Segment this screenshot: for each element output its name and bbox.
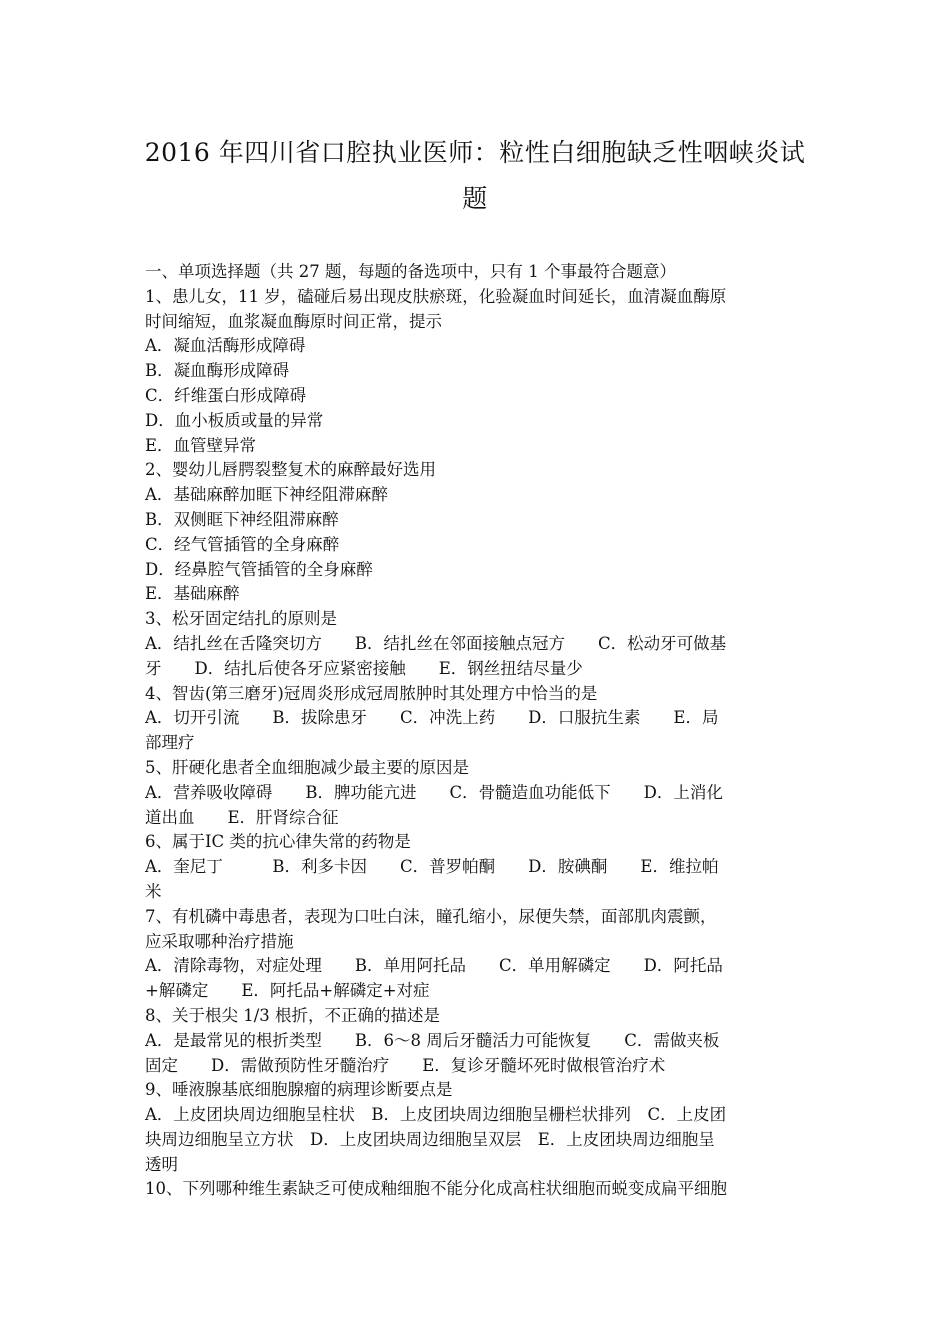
- option-line: B．凝血酶形成障碍: [145, 361, 290, 381]
- option-line: B．双侧眶下神经阻滞麻醉: [145, 509, 339, 529]
- question-4: 4、智齿(第三磨牙)冠周炎形成冠周脓肿时其处理方中恰当的是: [145, 683, 598, 703]
- option-line: A．是最常见的根折类型 B．6～8 周后牙髓活力可能恢复 C．需做夹板: [145, 1030, 720, 1050]
- option-line: A．基础麻醉加眶下神经阻滞麻醉: [145, 485, 388, 505]
- option-line: A．凝血活酶形成障碍: [145, 336, 306, 356]
- option-line: A．清除毒物，对症处理 B．单用阿托品 C．单用解磷定 D．阿托品: [145, 956, 723, 976]
- option-line: 米: [145, 881, 162, 901]
- title-line-2: 题: [462, 184, 488, 213]
- question-7-line-1: 7、有机磷中毒患者，表现为口吐白沫，瞳孔缩小，尿便失禁，面部肌肉震颤，: [145, 906, 717, 926]
- question-10: 10、下列哪种维生素缺乏可使成釉细胞不能分化成高柱状细胞而蜕变成扁平细胞: [145, 1179, 727, 1199]
- question-9: 9、唾液腺基底细胞腺瘤的病理诊断要点是: [145, 1080, 453, 1100]
- question-3: 3、松牙固定结扎的原则是: [145, 609, 337, 629]
- question-5: 5、肝硬化患者全血细胞减少最主要的原因是: [145, 757, 469, 777]
- option-line: 道出血 E．肝肾综合征: [145, 807, 339, 827]
- option-line: A．结扎丝在舌隆突切方 B．结扎丝在邻面接触点冠方 C．松动牙可做基: [145, 633, 727, 653]
- document-title: [120, 130, 830, 222]
- option-line: 透明: [145, 1154, 178, 1174]
- question-1-line-1: 1、患儿女，11 岁，磕碰后易出现皮肤瘀斑，化验凝血时间延长，血清凝血酶原: [145, 286, 727, 306]
- option-line: E．基础麻醉: [145, 584, 240, 604]
- option-line: C．纤维蛋白形成障碍: [145, 385, 307, 405]
- title-line-1: 2016 年四川省口腔执业医师：粒性白细胞缺乏性咽峡炎试: [144, 138, 806, 167]
- option-line: +解磷定 E．阿托品+解磷定+对症: [145, 981, 430, 1001]
- option-line: E．血管壁异常: [145, 435, 257, 455]
- exam-body: [145, 260, 815, 1202]
- option-line: A．奎尼丁 B．利多卡因 C．普罗帕酮 D．胺碘酮 E．维拉帕: [145, 857, 719, 877]
- option-line: 牙 D．结扎后使各牙应紧密接触 E．钢丝扭结尽量少: [145, 658, 583, 678]
- section-header: 一、单项选择题（共 27 题，每题的备选项中，只有 1 个事最符合题意）: [145, 262, 676, 281]
- option-line: C．经气管插管的全身麻醉: [145, 534, 340, 554]
- question-2: 2、婴幼儿唇腭裂整复术的麻醉最好选用: [145, 460, 436, 480]
- question-6: 6、属于ⅠC 类的抗心律失常的药物是: [145, 832, 411, 852]
- option-line: A．上皮团块周边细胞呈柱状 B．上皮团块周边细胞呈栅栏状排列 C．上皮团: [145, 1105, 727, 1125]
- option-line: A．切开引流 B．拔除患牙 C．冲洗上药 D．口服抗生素 E．局: [145, 708, 719, 728]
- question-8: 8、关于根尖 1/3 根折，不正确的描述是: [145, 1005, 441, 1025]
- option-line: A．营养吸收障碍 B．脾功能亢进 C．骨髓造血功能低下 D．上消化: [145, 782, 723, 802]
- question-1-line-2: 时间缩短，血浆凝血酶原时间正常，提示: [145, 311, 442, 331]
- question-7-line-2: 应采取哪种治疗措施: [145, 931, 294, 951]
- option-line: 块周边细胞呈立方状 D．上皮团块周边细胞呈双层 E．上皮团块周边细胞呈: [145, 1129, 715, 1149]
- option-line: 固定 D．需做预防性牙髓治疗 E．复诊牙髓坏死时做根管治疗术: [145, 1055, 666, 1075]
- option-line: D．血小板质或量的异常: [145, 410, 324, 430]
- option-line: 部理疗: [145, 733, 195, 753]
- option-line: D．经鼻腔气管插管的全身麻醉: [145, 559, 373, 579]
